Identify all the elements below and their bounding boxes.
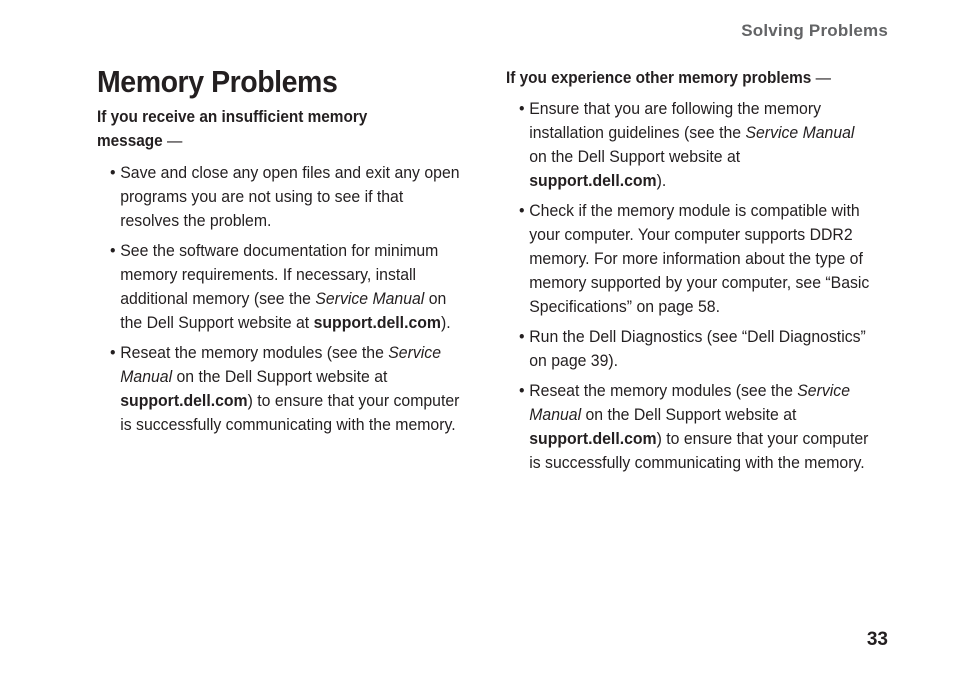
right-subhead: [506, 66, 897, 90]
list-item-text: Check if the memory module is compatible with your computer. Your computer supports DDR2 memory. For more information about the type of memory supported by your computer, see “Basic Specifications” on page 58.: [529, 201, 870, 316]
list-item-text: Reseat the memory modules (see the: [120, 343, 389, 362]
bullet-icon: •: [110, 241, 116, 260]
support-link[interactable]: support.dell.com: [529, 171, 657, 190]
list-item-text: on the Dell Support website at: [172, 367, 388, 386]
list-item-text: on the Dell Support website at: [120, 289, 447, 332]
bullet-icon: •: [519, 381, 525, 400]
list-item: [97, 239, 460, 335]
bullet-icon: •: [519, 327, 525, 346]
bullet-icon: •: [110, 163, 116, 182]
support-link[interactable]: support.dell.com: [313, 313, 441, 332]
page-number: 33: [866, 629, 888, 650]
left-bullet-list: [97, 161, 487, 443]
left-subhead-text2: message: [97, 132, 163, 150]
list-item: [506, 379, 871, 475]
bullet-icon: •: [519, 99, 525, 118]
left-subhead-text: If you receive an insufficient memory: [97, 108, 368, 126]
list-item-text: ).: [440, 313, 451, 332]
right-bullet-list: [506, 97, 898, 481]
left-subhead-dash: —: [162, 132, 183, 150]
support-link[interactable]: support.dell.com: [120, 391, 248, 410]
list-item-text: ) to ensure that your computer is successfully communicating with the memory.: [120, 391, 460, 434]
list-item: [506, 199, 871, 319]
list-item-text: Save and close any open files and exit any open programs you are not using to see if that resolves the problem.: [120, 163, 460, 230]
list-item: [97, 341, 460, 437]
left-subhead: [97, 105, 469, 153]
list-item-text: Run the Dell Diagnostics (see “Dell Diagnostics” on page 39).: [529, 327, 866, 370]
service-manual-ref: Service Manual: [529, 381, 850, 424]
list-item-text: See the software documentation for minimum memory requirements. If necessary, install additional memory (see the: [120, 241, 439, 308]
list-item: [506, 325, 871, 373]
service-manual-ref: Service Manual: [315, 289, 425, 308]
list-item-text: ).: [656, 171, 667, 190]
bullet-icon: •: [110, 343, 116, 362]
bullet-icon: •: [519, 201, 525, 220]
section-header: Solving Problems: [741, 21, 888, 40]
support-link[interactable]: support.dell.com: [529, 429, 657, 448]
list-item: [97, 161, 460, 233]
list-item-text: ) to ensure that your computer is successfully communicating with the memory.: [529, 429, 869, 472]
service-manual-ref: Service Manual: [120, 343, 441, 386]
right-subhead-dash: —: [811, 69, 831, 87]
list-item-text: on the Dell Support website at: [581, 405, 797, 424]
list-item: [506, 97, 871, 193]
list-item-text: on the Dell Support website at: [529, 147, 741, 166]
service-manual-ref: Service Manual: [745, 123, 855, 142]
right-subhead-text: If you experience other memory problems: [506, 69, 812, 87]
list-item-text: Reseat the memory modules (see the: [529, 381, 798, 400]
list-item-text: Ensure that you are following the memory installation guidelines (see the: [529, 99, 822, 142]
page-title: Memory Problems: [97, 64, 338, 99]
